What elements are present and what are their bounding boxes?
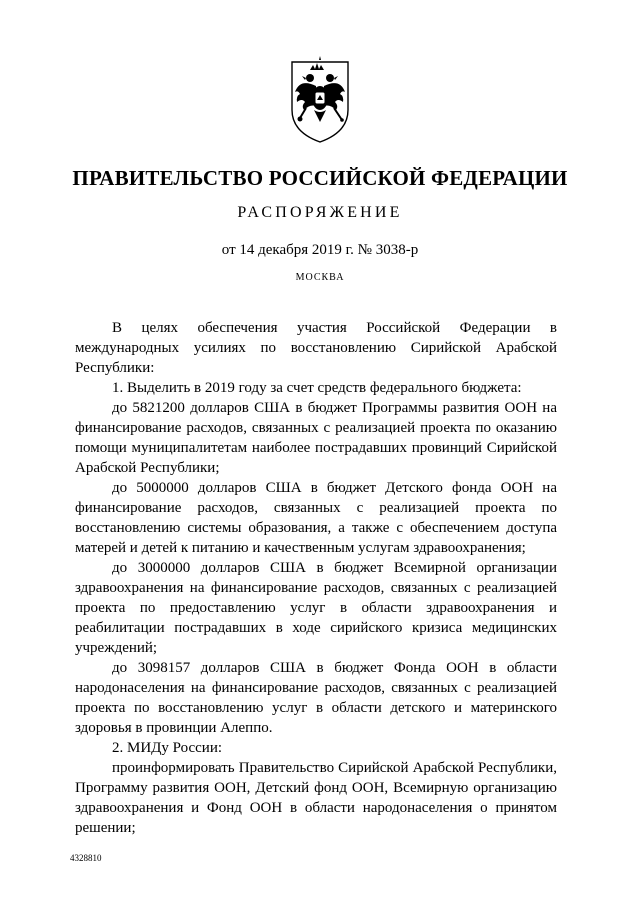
body-paragraph: до 3000000 долларов США в бюджет Всемирной организации здравоохранения на финансирование расходов, связанных с реализацией проекта по предоставлению услуг в области здравоохранения и реабилитации пострадавших в ходе сирийского кризиса медицинских учреждений; [75, 560, 557, 656]
body-paragraph: проинформировать Правительство Сирийской Арабской Республики, Программу развития ООН, Детский фонд ООН, Всемирную организацию здравоохранения и Фонд ООН в области народонаселения о принятом решении; [75, 760, 557, 836]
body-paragraph: В целях обеспечения участия Российской Федерации в международных усилиях по восстановлению Сирийской Арабской Республики: [75, 320, 557, 376]
document-body [75, 318, 557, 838]
document-city: МОСКВА [295, 272, 345, 283]
body-paragraph: 2. МИДу России: [112, 740, 223, 756]
coat-of-arms-icon [270, 48, 370, 148]
document-footer-code: 4328810 [70, 853, 102, 863]
body-paragraph: 1. Выделить в 2019 году за счет средств федерального бюджета: [112, 380, 522, 396]
body-paragraph: до 5821200 долларов США в бюджет Программы развития ООН на финансирование расходов, связанных с реализацией проекта по оказанию помощи муниципалитетам наиболее пострадавших провинций Сирийской Арабской Республики; [75, 400, 557, 476]
document-type: РАСПОРЯЖЕНИЕ [237, 204, 403, 221]
government-title: ПРАВИТЕЛЬСТВО РОССИЙСКОЙ ФЕДЕРАЦИИ [72, 166, 568, 190]
body-paragraph: до 5000000 долларов США в бюджет Детского фонда ООН на финансирование расходов, связанных с реализацией проекта по восстановлению системы образования, а также с обеспечением доступа матерей и детей к питанию и качественным услугам здравоохранения; [75, 480, 557, 556]
body-paragraph: до 3098157 долларов США в бюджет Фонда ООН в области народонаселения на финансирование расходов, связанных с реализацией проекта по восстановлению услуг в области детского и материнского здоровья в провинции Алеппо. [75, 660, 557, 736]
document-date-number: от 14 декабря 2019 г. № 3038-р [221, 242, 419, 258]
